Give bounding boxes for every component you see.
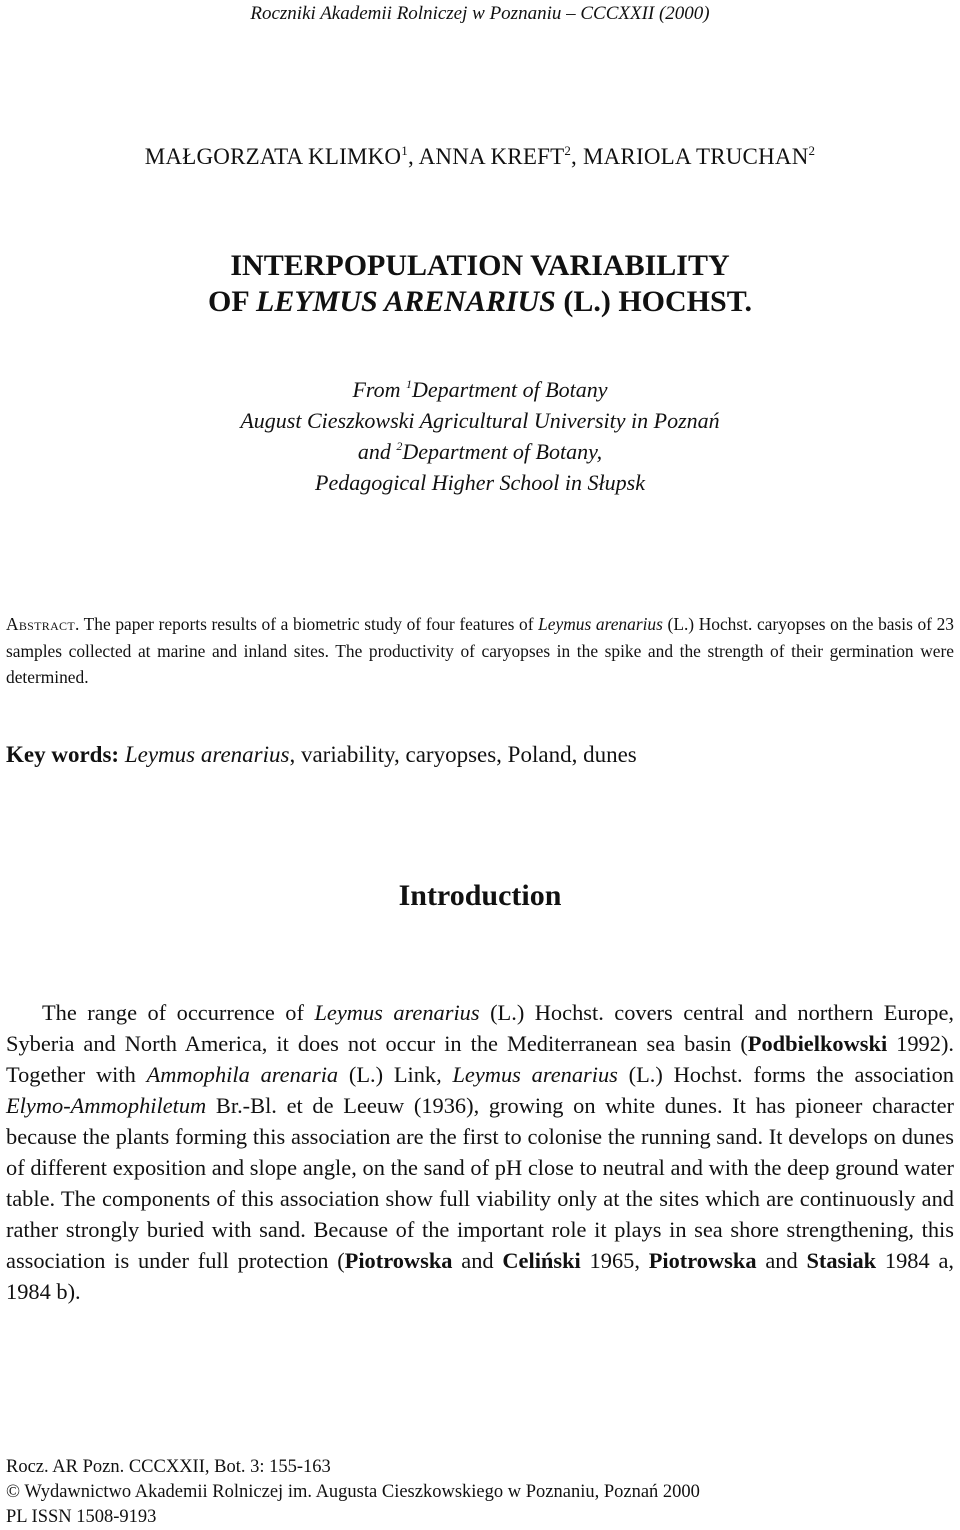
author-affiliation-marker: 2 bbox=[564, 143, 572, 158]
author-affiliation-marker: 1 bbox=[401, 143, 408, 158]
abstract-label: Abstract bbox=[6, 614, 75, 634]
section-heading-introduction: Introduction bbox=[398, 879, 562, 912]
species-name: , Leymus arenarius bbox=[436, 1062, 618, 1087]
affiliation-and: and bbox=[357, 439, 397, 464]
author-name: MARIOLA TRUCHAN bbox=[582, 144, 809, 169]
affiliation-line bbox=[0, 436, 960, 467]
journal-header: Roczniki Akademii Rolniczej w Poznaniu – CCCXXII (2000) bbox=[250, 3, 710, 24]
citation-author: Piotrowska bbox=[648, 1248, 757, 1273]
affiliation-from: From bbox=[352, 377, 407, 402]
affiliation-marker: 2 bbox=[396, 439, 403, 453]
paragraph-text: The range of occurrence of bbox=[42, 1000, 315, 1025]
author-separator: , bbox=[571, 144, 583, 169]
footer-citation: Rocz. AR Pozn. CCCXXII, Bot. 3: 155-163 bbox=[6, 1457, 331, 1477]
paragraph-text: and bbox=[452, 1248, 503, 1273]
citation-author: Piotrowska bbox=[344, 1248, 453, 1273]
author-list bbox=[0, 142, 960, 172]
paper-title bbox=[0, 248, 960, 320]
keywords-text: , variability, caryopses, Poland, dunes bbox=[289, 742, 637, 767]
author-name: MAŁGORZATA KLIMKO bbox=[144, 144, 402, 169]
affiliation-dept: Department of Botany bbox=[412, 377, 608, 402]
citation-author: Celiński bbox=[502, 1248, 581, 1273]
title-suffix: (L.) HOCHST. bbox=[555, 285, 752, 318]
footer-issn: PL ISSN 1508-9193 bbox=[6, 1507, 157, 1527]
paragraph-text: 1965, bbox=[580, 1248, 649, 1273]
paragraph-text: (L.) Hochst. forms the association bbox=[617, 1062, 955, 1087]
paragraph-text: and bbox=[756, 1248, 807, 1273]
introduction-paragraph bbox=[6, 997, 954, 1307]
keyword-species: Leymus arenarius bbox=[124, 742, 290, 767]
paragraph-text: 1984 a, 1984 b). bbox=[6, 1248, 955, 1304]
title-prefix: OF bbox=[208, 285, 257, 318]
affiliation-line bbox=[0, 374, 960, 405]
abstract-species: Leymus arenarius bbox=[538, 614, 663, 634]
page-footer bbox=[6, 1455, 954, 1530]
keywords-label: Key words: bbox=[6, 742, 120, 767]
citation-author: Stasiak bbox=[806, 1248, 877, 1273]
abstract bbox=[6, 611, 954, 691]
author-affiliation-marker: 2 bbox=[808, 143, 816, 158]
affiliation-line: August Cieszkowski Agricultural University in Poznań bbox=[240, 408, 720, 433]
affiliation-dept: Department of Botany, bbox=[402, 439, 603, 464]
author-separator: , bbox=[407, 144, 419, 169]
affiliation-line: Pedagogical Higher School in Słupsk bbox=[315, 470, 645, 495]
paragraph-text: 1992). Together with bbox=[6, 1031, 955, 1087]
abstract-text: (L.) Hochst. caryopses on the basis of 23 samples collected at marine and inland sites. The productivity of caryopses in the spike and the strength of their germination were determined. bbox=[6, 614, 954, 687]
species-name: Leymus arenarius bbox=[314, 1000, 480, 1025]
keywords bbox=[6, 740, 954, 770]
association-name: Elymo-Ammophiletum bbox=[6, 1093, 207, 1118]
paragraph-text: (L.) Link bbox=[338, 1062, 437, 1087]
affiliation-marker: 1 bbox=[406, 377, 413, 391]
title-species: LEYMUS ARENARIUS bbox=[256, 285, 556, 318]
paragraph-text: (L.) Hochst. covers central and northern Europe, Syberia and North America, it does not occur in the Mediterranean sea basin ( bbox=[6, 1000, 955, 1056]
footer-copyright: © Wydawnictwo Akademii Rolniczej im. Augusta Cieszkowskiego w Poznaniu, Poznań 2000 bbox=[6, 1482, 700, 1502]
species-name: Ammophila arenaria bbox=[146, 1062, 339, 1087]
citation-author: Podbielkowski bbox=[747, 1031, 888, 1056]
title-line-1: INTERPOPULATION VARIABILITY bbox=[230, 249, 730, 282]
abstract-text: . The paper reports results of a biometric study of four features of bbox=[74, 614, 539, 634]
title-line-2 bbox=[0, 284, 960, 320]
paragraph-text: Br.-Bl. et de Leeuw (1936), growing on white dunes. It has pioneer character because the plants forming this association are the first to colonise the running sand. It develops on dunes of different exposition and slope angle, on the sand of pH close to neutral and with the deep ground water table. The components of this association show full viability only at the sites which are continuously and rather strongly buried with sand. Because of the important role it plays in sea shore strengthening, this association is under full protection ( bbox=[6, 1093, 954, 1273]
affiliations bbox=[0, 374, 960, 498]
author-name: ANNA KREFT bbox=[418, 144, 565, 169]
